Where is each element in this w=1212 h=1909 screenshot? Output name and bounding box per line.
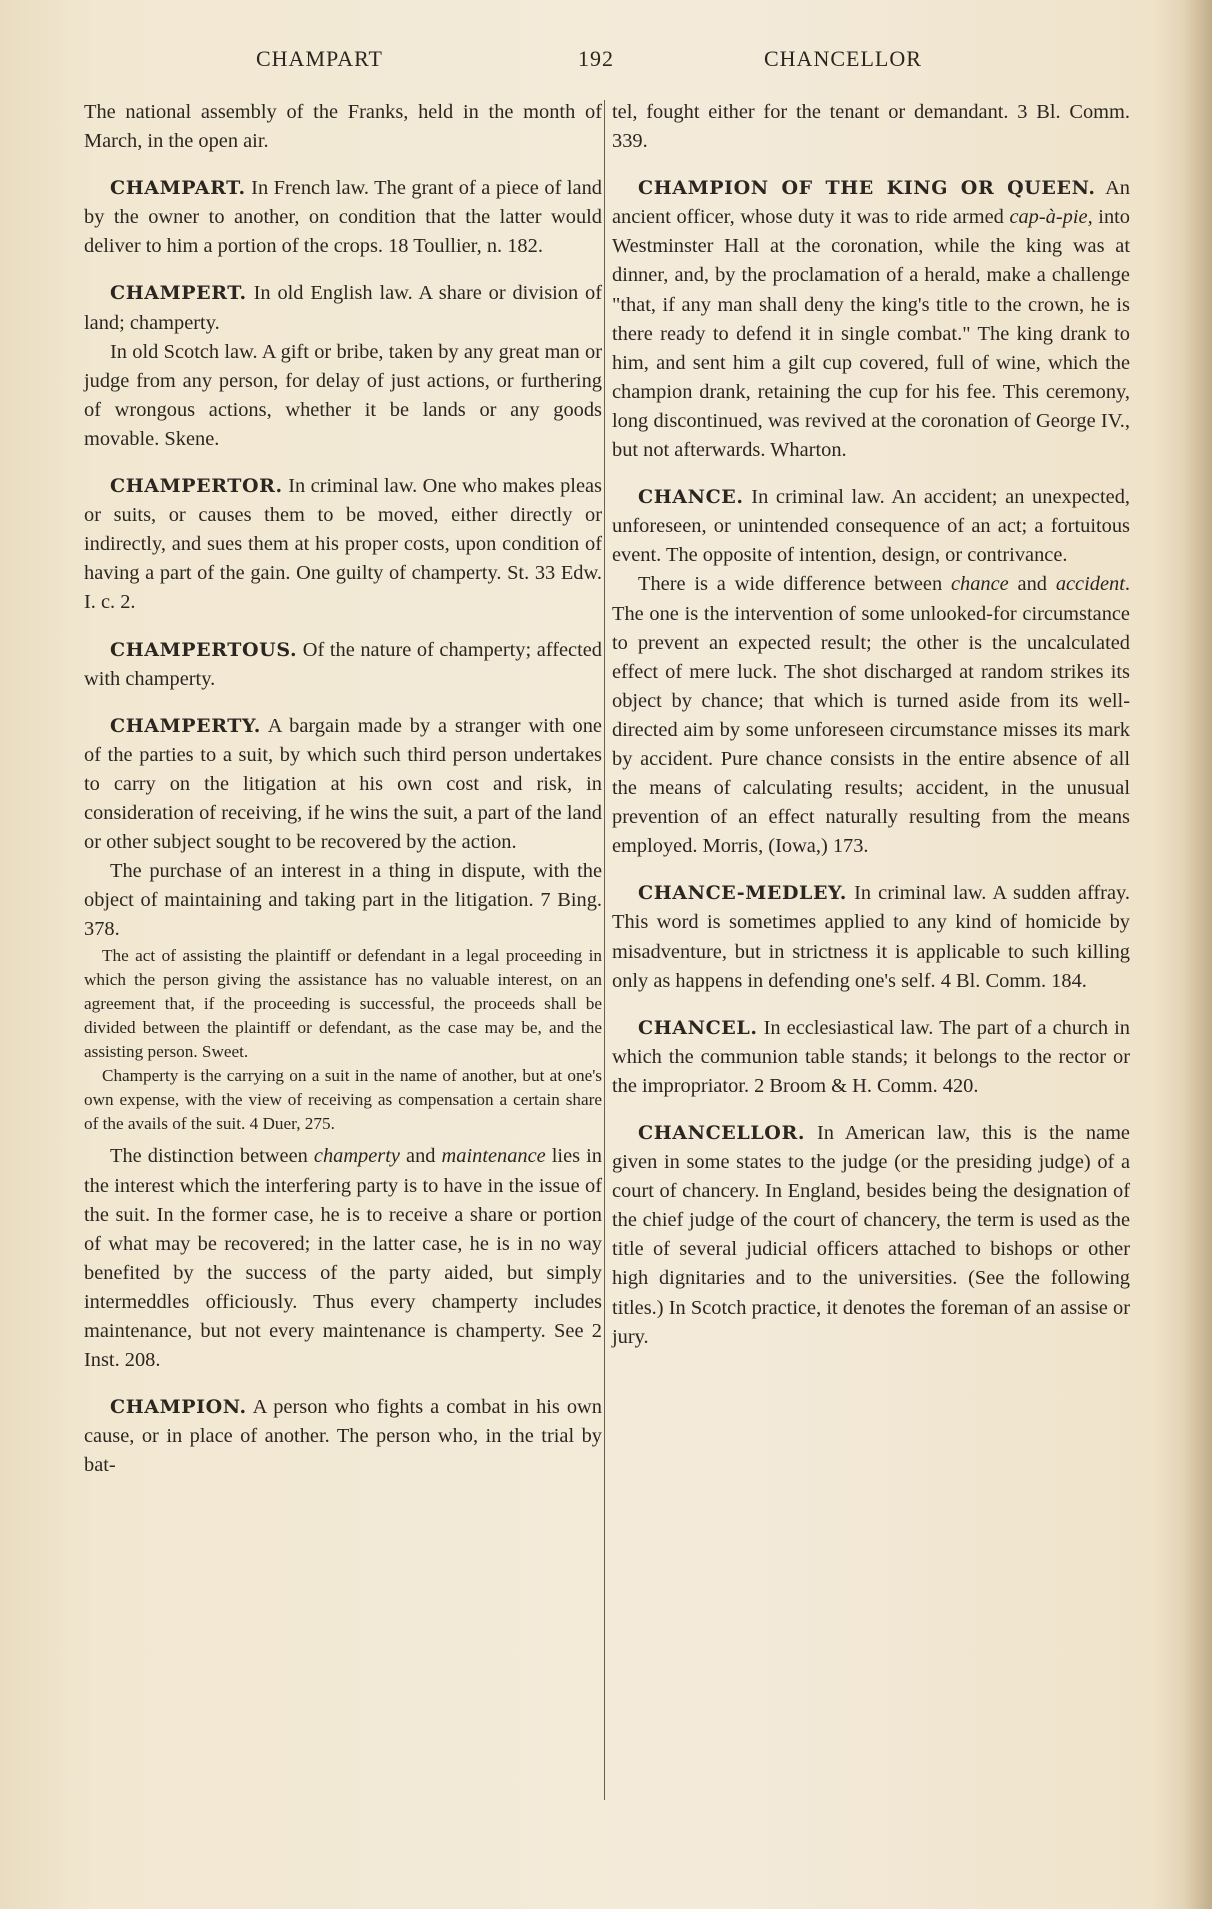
text-run: An ancient officer, whose duty it was to ride armed: [612, 177, 1130, 229]
italic-term: accident: [1055, 573, 1125, 596]
right-column: [612, 98, 1130, 1370]
quoted-definition: The act of assisting the plaintiff or defendant in a legal proceeding in which the person giving the assistance has no valuable interest, on an agreement that, if the proceeding is successful, the proceeds shall be divided between the plaintiff or defendant, as the case may be, and the assisting person. Sweet.: [84, 946, 602, 1062]
distinction-paragraph: [84, 1142, 602, 1375]
headword: CHAMPERTOUS.: [110, 638, 298, 661]
entry-body: [84, 1393, 602, 1480]
distinction-paragraph: [612, 570, 1130, 861]
definition-text: In criminal law. An accident; an unexpected, unforeseen, or unintended consequence of an act; a fortuitous event. The opposite of intention, design, or contrivance.: [612, 486, 1130, 567]
definition-text: In old English law. A share or division of land; champerty.: [84, 282, 602, 334]
definition-text: A bargain made by a stranger with one of the parties to a suit, by which such third person undertakes to carry on the litigation at his own cost and risk, in consideration of receiving, if he wins the suit, a part of the land or other subject sought to be recovered by the action.: [84, 714, 602, 854]
entry-text: tel, fought either for the tenant or demandant. 3 Bl. Comm. 339.: [612, 101, 1130, 153]
text-run: The distinction between: [110, 1145, 314, 1168]
page-number: 192: [578, 46, 614, 71]
definition-text: Of the nature of champerty; affected with champerty.: [84, 638, 602, 690]
definition-text: In American law, this is the name given in some states to the judge (or the presiding judge) of a court of chancery. In England, besides being the designation of the chief judge of the court of chancery, the term is used as the title of several judicial officers attached to bishops or other high dignitaries and to the universities. (See the following titles.) In Scotch practice, it denotes the foreman of an assise or jury.: [612, 1122, 1130, 1348]
headword: CHAMPART.: [110, 177, 246, 200]
entry-champart: [84, 174, 602, 261]
definition-text: A person who fights a combat in his own cause, or in place of another. The person who, in the trial by bat-: [84, 1396, 602, 1477]
italic-term: cap-à-pie,: [1009, 206, 1093, 229]
entry-chancel: [612, 1014, 1130, 1101]
entry-body: [84, 174, 602, 261]
headword: CHAMPION.: [110, 1396, 247, 1419]
entry-champion-of-the-king: [612, 174, 1130, 465]
entry-chance: [612, 483, 1130, 861]
entry-body: [612, 1119, 1130, 1352]
entry-body: [84, 279, 602, 337]
italic-term: chance: [950, 573, 1009, 596]
entry-body: [612, 879, 1130, 995]
entry-body: [84, 712, 602, 857]
definition-paragraph: In old Scotch law. A gift or bribe, taken by any great man or judge from any person, for delay of just actions, or furthering of wrongous actions, whether it be lands or any goods movable. Skene.: [84, 340, 602, 450]
running-header: [0, 40, 1212, 76]
text-run: and: [399, 1145, 442, 1168]
entry-champert: [84, 279, 602, 454]
headword: CHANCEL.: [638, 1016, 758, 1039]
text-run: There is a wide difference between: [638, 573, 951, 596]
text-run: lies in the interest which the interfering party is to have in the issue of the suit. In the former case, he is to receive a share or portion of what may be recovered; in the latter case, he is in no way benefited by the success of the party aided, but simply intermeddles officiously. Thus every champerty includes maintenance, but not every maintenance is champerty. See 2 Inst. 208.: [84, 1145, 603, 1372]
header-first-term: CHAMPART: [256, 46, 383, 71]
definition-text: In French law. The grant of a piece of land by the owner to another, on condition that the latter would deliver to him a portion of the crops. 18 Toullier, n. 182.: [84, 177, 602, 258]
entry-champerty: [84, 712, 602, 1376]
entry-body: [84, 472, 602, 617]
entry-body: [84, 636, 602, 694]
headword: CHANCE.: [638, 486, 744, 509]
entry-body: [612, 1014, 1130, 1101]
text-run: into Westminster Hall at the coronation, while the king was at dinner, and, by the proclamation of a herald, make a challenge "that, if any man shall deny the king's title to the crown, he is there ready to defend it in single combat." The king drank to him, and sent him a gilt cup covered, full of wine, which the champion drank, retaining the cup for his fee. This ceremony, long discontinued, was revived at the coronation of George IV., but not afterwards. Wharton.: [612, 206, 1130, 462]
page-edge-shadow: [1184, 0, 1212, 1909]
headword: CHAMPERTOR.: [110, 475, 283, 498]
headword: CHANCELLOR.: [638, 1122, 806, 1144]
definition-paragraph: The purchase of an interest in a thing in dispute, with the object of maintaining and taking part in the litigation. 7 Bing. 378.: [84, 860, 602, 941]
header-last-term: CHANCELLOR: [764, 46, 922, 71]
definition-text: In criminal law. One who makes pleas or suits, or causes them to be moved, either directly or indirectly, and sues them at his proper costs, upon condition of having a part of the gain. One guilty of champerty. St. 33 Edw. I. c. 2.: [84, 475, 602, 614]
headword: CHAMPERTY.: [110, 714, 261, 737]
text-run: . The one is the intervention of some unlooked-for circumstance to prevent an expected result; the other is the uncalculated effect of mere luck. The shot discharged at random strikes its object by chance; that which is turned aside from its well-directed aim by some unforeseen circumstance misses its mark by accident. Pure chance consists in the entire absence of all the means of calculating results; accident, in the unusual prevention of an effect naturally resulting from the means employed. Morris, (Iowa,) 173.: [612, 573, 1130, 858]
quoted-definition: Champerty is the carrying on a suit in the name of another, but at one's own expense, with the view of receiving as compensation a certain share of the avails of the suit. 4 Duer, 275.: [84, 1066, 602, 1134]
italic-term: maintenance: [441, 1145, 546, 1168]
headword: CHAMPERT.: [110, 282, 247, 305]
entry-chance-medley: [612, 879, 1130, 995]
entry-body: [612, 174, 1130, 465]
entry-text: The national assembly of the Franks, held in the month of March, in the open air.: [84, 101, 602, 153]
column-divider: [604, 100, 605, 1800]
text-run: and: [1008, 573, 1056, 596]
entry-champertous: [84, 636, 602, 694]
entry-continuation: [612, 98, 1130, 156]
left-column: [84, 98, 602, 1498]
italic-term: champerty: [313, 1145, 400, 1168]
entry-chancellor: [612, 1119, 1130, 1352]
headword: CHANCE-MEDLEY.: [638, 882, 847, 905]
entry-continuation: [84, 98, 602, 156]
entry-champion: [84, 1393, 602, 1480]
definition-text: In criminal law. A sudden affray. This word is sometimes applied to any kind of homicide by misadventure, but in strictness it is applicable to such killing only as happens in defending one's self. 4 Bl. Comm. 184.: [612, 882, 1130, 992]
definition-text: In ecclesiastical law. The part of a church in which the communion table stands; it belongs to the rector or the impropriator. 2 Broom & H. Comm. 420.: [612, 1016, 1130, 1097]
headword: CHAMPION OF THE KING OR QUEEN.: [638, 177, 1096, 200]
entry-champertor: [84, 472, 602, 617]
entry-body: [612, 483, 1130, 570]
